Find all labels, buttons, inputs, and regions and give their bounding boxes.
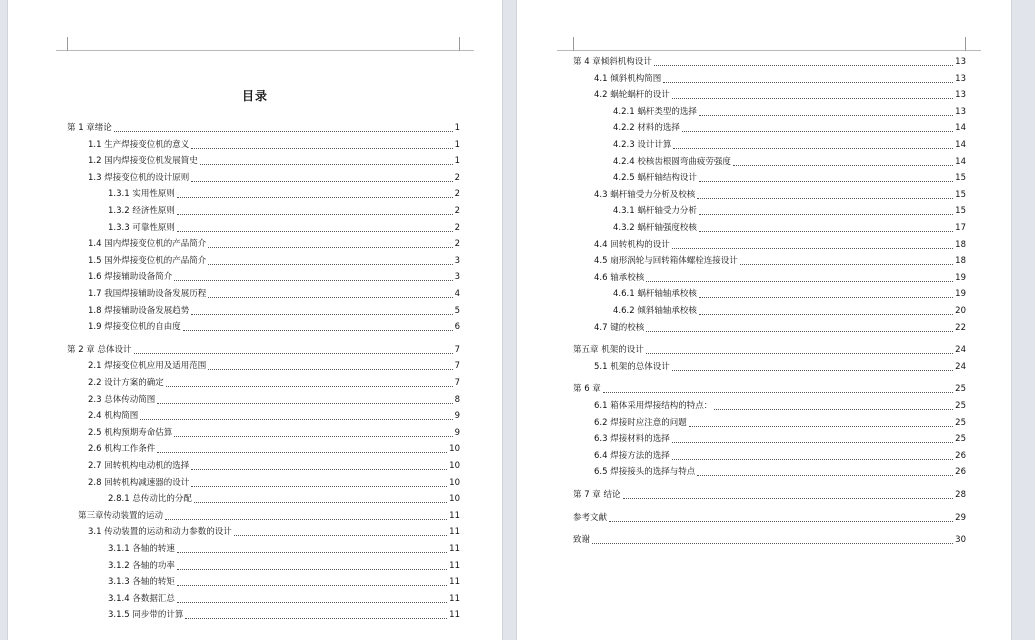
- toc-entry-page-number: 11: [449, 610, 460, 621]
- toc-entry[interactable]: [573, 382, 966, 396]
- toc-entry-page-number: 24: [955, 361, 966, 372]
- toc-entry-page-number: 25: [955, 384, 966, 395]
- header-corner-mark-left: [67, 37, 68, 51]
- toc-entry-title: 1.2 国内焊接变位机发展简史: [88, 156, 198, 167]
- toc-entry-page-number: 25: [955, 434, 966, 445]
- toc-entry-page-number: 25: [955, 417, 966, 428]
- toc-dot-leader: [177, 560, 447, 570]
- toc-entry-title: 2.7 回转机构电动机的选择: [88, 461, 190, 471]
- toc-entry-page-number: 26: [955, 467, 966, 478]
- toc-entry-page-number: 15: [955, 173, 966, 184]
- toc-dot-leader: [208, 360, 452, 370]
- toc-entry-title: 4.2.5 蜗杆轴结构设计: [613, 173, 697, 184]
- toc-dot-leader: [673, 139, 953, 149]
- toc-entry-page-number: 13: [955, 106, 966, 117]
- toc-entry-page-number: 28: [955, 490, 966, 500]
- toc-entry-page-number: 14: [955, 156, 966, 167]
- toc-entry[interactable]: [108, 187, 460, 201]
- toc-entry[interactable]: [594, 399, 966, 413]
- toc-entry-page-number: 10: [449, 461, 460, 471]
- toc-entry-title: 4.6 轴承校核: [594, 272, 645, 283]
- toc-entry[interactable]: [573, 343, 966, 357]
- toc-entry-page-number: 7: [454, 344, 460, 355]
- toc-entry-title: 4.5 扇形涡轮与回转箱体螺栓连接设计: [594, 256, 738, 267]
- toc-entry-page-number: 3: [454, 255, 460, 266]
- toc-dot-leader: [603, 383, 953, 393]
- toc-dot-leader: [654, 56, 953, 66]
- toc-entry-page-number: 7: [454, 361, 460, 372]
- toc-dot-leader: [157, 394, 452, 404]
- toc-entry-page-number: 11: [449, 527, 460, 538]
- toc-entry-page-number: 15: [955, 189, 966, 200]
- toc-entry-title: 1.9 焊接变位机的自由度: [88, 322, 181, 333]
- toc-entry[interactable]: [78, 509, 460, 523]
- toc-entry-page-number: 9: [454, 411, 460, 422]
- toc-dot-leader: [166, 377, 453, 387]
- toc-dot-leader: [699, 222, 953, 232]
- toc-entry-title: 致谢: [573, 535, 591, 546]
- toc-entry[interactable]: [67, 121, 460, 135]
- toc-dot-leader: [208, 255, 452, 265]
- toc-entry-page-number: 7: [454, 378, 460, 388]
- toc-entry[interactable]: [108, 204, 460, 218]
- toc-dot-leader: [191, 139, 452, 149]
- toc-dot-leader: [177, 576, 447, 586]
- toc-dot-leader: [714, 400, 953, 410]
- toc-dot-leader: [697, 466, 953, 476]
- toc-entry-page-number: 30: [955, 535, 966, 546]
- toc-entry[interactable]: [88, 359, 460, 373]
- toc-dot-leader: [177, 593, 447, 603]
- toc-entry-page-number: 2: [454, 222, 460, 233]
- toc-entry-title: 6.4 焊接方法的选择: [594, 450, 670, 461]
- toc-dot-leader: [157, 443, 447, 453]
- toc-dot-leader: [672, 433, 953, 443]
- toc-dot-leader: [183, 321, 453, 331]
- toc-dot-leader: [733, 156, 953, 166]
- toc-entry-title: 第 6 章: [573, 384, 601, 395]
- document-page-left: [8, 0, 502, 640]
- toc-entry-title: 2.4 机构简图: [88, 411, 139, 422]
- toc-entry-title: 4.2 蜗轮蜗杆的设计: [594, 90, 670, 101]
- toc-dot-leader: [646, 322, 953, 332]
- toc-entry[interactable]: [594, 416, 966, 430]
- toc-entry[interactable]: [108, 492, 460, 506]
- toc-entry-page-number: 29: [955, 512, 966, 523]
- toc-dot-leader: [672, 89, 953, 99]
- toc-entry-page-number: 19: [955, 289, 966, 300]
- toc-entry-page-number: 1: [454, 139, 460, 150]
- toc-entry-title: 5.1 机架的总体设计: [594, 361, 670, 372]
- toc-entry-page-number: 11: [449, 544, 460, 554]
- toc-entry-title: 2.2 设计方案的确定: [88, 378, 164, 388]
- toc-dot-leader: [185, 609, 447, 619]
- toc-dot-leader: [740, 255, 953, 265]
- toc-dot-leader: [663, 73, 953, 83]
- toc-entry-title: 1.6 焊接辅助设备简介: [88, 272, 173, 283]
- toc-entry[interactable]: [88, 320, 460, 334]
- toc-entry[interactable]: [594, 432, 966, 446]
- toc-entry-page-number: 18: [955, 239, 966, 250]
- header-corner-mark-right: [459, 37, 460, 51]
- toc-entry-title: 4.6.2 倾斜轴轴承校核: [613, 306, 697, 316]
- toc-entry-page-number: 2: [454, 172, 460, 183]
- toc-entry-page-number: 11: [449, 593, 460, 604]
- toc-entry-title: 4.2.2 材料的选择: [613, 123, 680, 134]
- toc-entry-title: 4.6.1 蜗杆轴轴承校核: [613, 289, 697, 300]
- toc-entry-page-number: 13: [955, 57, 966, 67]
- toc-dot-leader: [191, 305, 452, 315]
- toc-entry-title: 3.1.5 同步带的计算: [108, 610, 184, 621]
- toc-entry[interactable]: [88, 459, 460, 473]
- toc-entry[interactable]: [88, 254, 460, 268]
- toc-entry[interactable]: [594, 88, 966, 102]
- toc-dot-leader: [609, 512, 953, 522]
- toc-dot-leader: [177, 205, 453, 215]
- toc-entry[interactable]: [613, 121, 966, 135]
- toc-entry[interactable]: [613, 171, 966, 185]
- toc-entry-title: 2.8.1 总传动比的分配: [108, 494, 192, 505]
- toc-entry-title: 2.5 机构预期寿命估算: [88, 427, 173, 438]
- toc-entry-title: 第 2 章 总体设计: [67, 344, 132, 355]
- toc-entry[interactable]: [108, 592, 460, 606]
- toc-entry-title: 4.2.4 校核齿根圆弯曲疲劳强度: [613, 156, 731, 167]
- toc-entry-title: 3.1.4 各数据汇总: [108, 593, 175, 604]
- toc-entry-page-number: 2: [454, 239, 460, 250]
- toc-dot-leader: [234, 526, 447, 536]
- toc-entry-page-number: 3: [454, 272, 460, 283]
- toc-entry-page-number: 10: [449, 444, 460, 455]
- toc-entry-title: 第 1 章绪论: [67, 123, 112, 133]
- toc-entry-title: 6.2 焊接时应注意的问题: [594, 417, 687, 428]
- toc-entry-page-number: 9: [454, 427, 460, 438]
- toc-dot-leader: [191, 172, 452, 182]
- toc-entry-page-number: 2: [454, 206, 460, 216]
- toc-entry-title: 4.4 回转机构的设计: [594, 239, 670, 250]
- toc-dot-leader: [672, 450, 953, 460]
- toc-entry[interactable]: [613, 105, 966, 119]
- toc-title: 目录: [241, 89, 268, 103]
- toc-entry[interactable]: [594, 188, 966, 202]
- toc-entry[interactable]: [88, 138, 460, 152]
- toc-entry-page-number: 10: [449, 494, 460, 505]
- toc-entry-page-number: 24: [955, 345, 966, 356]
- toc-entry[interactable]: [88, 287, 460, 301]
- toc-entry[interactable]: [88, 304, 460, 318]
- toc-entry[interactable]: [594, 465, 966, 479]
- toc-entry[interactable]: [88, 426, 460, 440]
- toc-dot-leader: [200, 155, 453, 165]
- toc-dot-leader: [699, 288, 953, 298]
- toc-entry-title: 1.4 国内焊接变位机的产品简介: [88, 239, 207, 250]
- toc-entry-title: 4.2.1 蜗杆类型的选择: [613, 106, 697, 117]
- toc-dot-leader: [114, 122, 453, 132]
- toc-entry-title: 1.8 焊接辅助设备发展趋势: [88, 305, 190, 316]
- header-corner-mark-right: [965, 37, 966, 51]
- toc-entry[interactable]: [88, 376, 460, 390]
- toc-entry[interactable]: [88, 476, 460, 490]
- toc-entry[interactable]: [573, 488, 966, 502]
- toc-dot-leader: [191, 477, 447, 487]
- toc-dot-leader: [140, 410, 452, 420]
- toc-entry[interactable]: [594, 360, 966, 374]
- toc-dot-leader: [174, 271, 452, 281]
- toc-entry[interactable]: [88, 409, 460, 423]
- toc-dot-leader: [194, 493, 447, 503]
- toc-dot-leader: [208, 288, 452, 298]
- toc-entry[interactable]: [88, 525, 460, 539]
- toc-entry-page-number: 26: [955, 450, 966, 461]
- toc-dot-leader: [699, 305, 953, 315]
- toc-entry-title: 1.3.2 经济性原则: [108, 206, 175, 216]
- toc-entry-title: 参考文献: [573, 512, 608, 523]
- toc-entry[interactable]: [573, 55, 966, 69]
- toc-entry-title: 1.3.3 可靠性原则: [108, 222, 175, 233]
- toc-entry[interactable]: [573, 511, 966, 525]
- toc-entry[interactable]: [88, 442, 460, 456]
- document-page-right: [517, 0, 1011, 640]
- toc-entry-page-number: 15: [955, 206, 966, 217]
- toc-entry[interactable]: [613, 221, 966, 235]
- toc-entry-title: 1.3.1 实用性原则: [108, 189, 175, 200]
- toc-entry[interactable]: [594, 321, 966, 335]
- toc-entry-title: 2.6 机构工作条件: [88, 444, 156, 455]
- toc-entry-title: 3.1.2 各轴的功率: [108, 560, 175, 571]
- header-rule: [557, 50, 981, 51]
- toc-dot-leader: [672, 361, 953, 371]
- toc-entry-title: 2.3 总体传动简图: [88, 394, 156, 405]
- header-rule: [56, 50, 474, 51]
- toc-entry-page-number: 6: [454, 322, 460, 333]
- toc-dot-leader: [177, 188, 453, 198]
- toc-entry[interactable]: [88, 270, 460, 284]
- toc-entry[interactable]: [108, 575, 460, 589]
- toc-entry-title: 第 7 章 结论: [573, 490, 621, 500]
- toc-dot-leader: [689, 417, 953, 427]
- toc-entry[interactable]: [594, 254, 966, 268]
- toc-dot-leader: [699, 172, 953, 182]
- toc-entry-page-number: 8: [454, 394, 460, 405]
- toc-entry-title: 3.1 传动装置的运动和动力参数的设计: [88, 527, 232, 538]
- toc-entry-title: 1.3 焊接变位机的设计原则: [88, 172, 190, 183]
- toc-dot-leader: [697, 189, 953, 199]
- toc-dot-leader: [177, 222, 453, 232]
- toc-entry-page-number: 10: [449, 477, 460, 488]
- toc-entry-page-number: 13: [955, 90, 966, 101]
- header-corner-mark-left: [573, 37, 574, 51]
- toc-entry[interactable]: [613, 138, 966, 152]
- toc-entry-title: 6.3 焊接材料的选择: [594, 434, 670, 445]
- toc-dot-leader: [208, 238, 452, 248]
- toc-entry-title: 4.3.2 蜗杆轴强度校核: [613, 223, 697, 233]
- toc-entry[interactable]: [88, 154, 460, 168]
- toc-entry-page-number: 18: [955, 256, 966, 267]
- toc-entry-page-number: 11: [449, 577, 460, 588]
- toc-entry[interactable]: [594, 238, 966, 252]
- toc-entry[interactable]: [67, 343, 460, 357]
- toc-dot-leader: [134, 344, 453, 354]
- toc-entry-title: 4.7 键的校核: [594, 322, 645, 333]
- toc-entry-page-number: 19: [955, 272, 966, 283]
- toc-dot-leader: [699, 106, 953, 116]
- toc-dot-leader: [177, 543, 447, 553]
- toc-entry-title: 第三章传动装置的运动: [78, 510, 164, 521]
- toc-entry-page-number: 14: [955, 140, 966, 150]
- toc-entry-title: 4.2.3 设计计算: [613, 140, 672, 150]
- toc-dot-leader: [165, 510, 447, 520]
- toc-entry[interactable]: [88, 171, 460, 185]
- toc-entry[interactable]: [594, 449, 966, 463]
- toc-entry-page-number: 25: [955, 401, 966, 411]
- toc-entry[interactable]: [613, 287, 966, 301]
- toc-entry-page-number: 17: [955, 223, 966, 233]
- toc-entry[interactable]: [88, 393, 460, 407]
- toc-entry[interactable]: [613, 155, 966, 169]
- toc-entry-page-number: 22: [955, 322, 966, 333]
- toc-entry-page-number: 2: [454, 189, 460, 200]
- toc-entry-page-number: 5: [454, 305, 460, 316]
- toc-entry-title: 1.1 生产焊接变位机的意义: [88, 139, 190, 150]
- toc-dot-leader: [646, 272, 953, 282]
- toc-entry-page-number: 1: [454, 156, 460, 167]
- toc-entry[interactable]: [88, 237, 460, 251]
- toc-entry-page-number: 4: [454, 289, 460, 299]
- toc-entry-title: 1.7 我国焊接辅助设备发展历程: [88, 289, 207, 299]
- toc-entry-page-number: 14: [955, 123, 966, 134]
- toc-dot-leader: [672, 239, 953, 249]
- toc-entry[interactable]: [108, 542, 460, 556]
- toc-entry-page-number: 11: [449, 510, 460, 521]
- toc-entry-title: 1.5 国外焊接变位机的产品简介: [88, 255, 207, 266]
- toc-entry-title: 4.3.1 蜗杆轴受力分析: [613, 206, 697, 217]
- toc-entry-page-number: 1: [454, 123, 460, 133]
- toc-entry-title: 3.1.3 各轴的转矩: [108, 577, 175, 588]
- toc-entry-title: 2.8 回转机构减速器的设计: [88, 477, 190, 488]
- toc-entry-title: 4.3 蜗杆轴受力分析及校核: [594, 189, 696, 200]
- toc-entry-page-number: 13: [955, 73, 966, 84]
- toc-entry[interactable]: [108, 608, 460, 622]
- toc-entry[interactable]: [594, 271, 966, 285]
- toc-entry-title: 6.5 焊接接头的选择与特点: [594, 467, 696, 478]
- toc-entry-title: 6.1 箱体采用焊接结构的特点：: [594, 401, 713, 411]
- toc-entry-page-number: 11: [449, 560, 460, 571]
- toc-dot-leader: [174, 427, 452, 437]
- toc-entry-title: 2.1 焊接变位机应用及适用范围: [88, 361, 207, 372]
- toc-entry[interactable]: [594, 72, 966, 86]
- toc-entry[interactable]: [613, 204, 966, 218]
- toc-entry[interactable]: [573, 533, 966, 547]
- toc-entry-title: 4.1 倾斜机构简图: [594, 73, 662, 84]
- toc-entry[interactable]: [108, 221, 460, 235]
- toc-dot-leader: [592, 534, 953, 544]
- toc-dot-leader: [646, 344, 953, 354]
- toc-entry-title: 第五章 机架的设计: [573, 345, 644, 356]
- toc-entry[interactable]: [108, 559, 460, 573]
- toc-dot-leader: [191, 460, 447, 470]
- toc-dot-leader: [623, 489, 954, 499]
- toc-dot-leader: [699, 205, 953, 215]
- toc-entry-title: 3.1.1 各轴的转速: [108, 544, 175, 554]
- toc-dot-leader: [682, 122, 953, 132]
- toc-entry[interactable]: [613, 304, 966, 318]
- toc-entry-page-number: 20: [955, 306, 966, 316]
- toc-entry-title: 第 4 章倾斜机构设计: [573, 57, 652, 67]
